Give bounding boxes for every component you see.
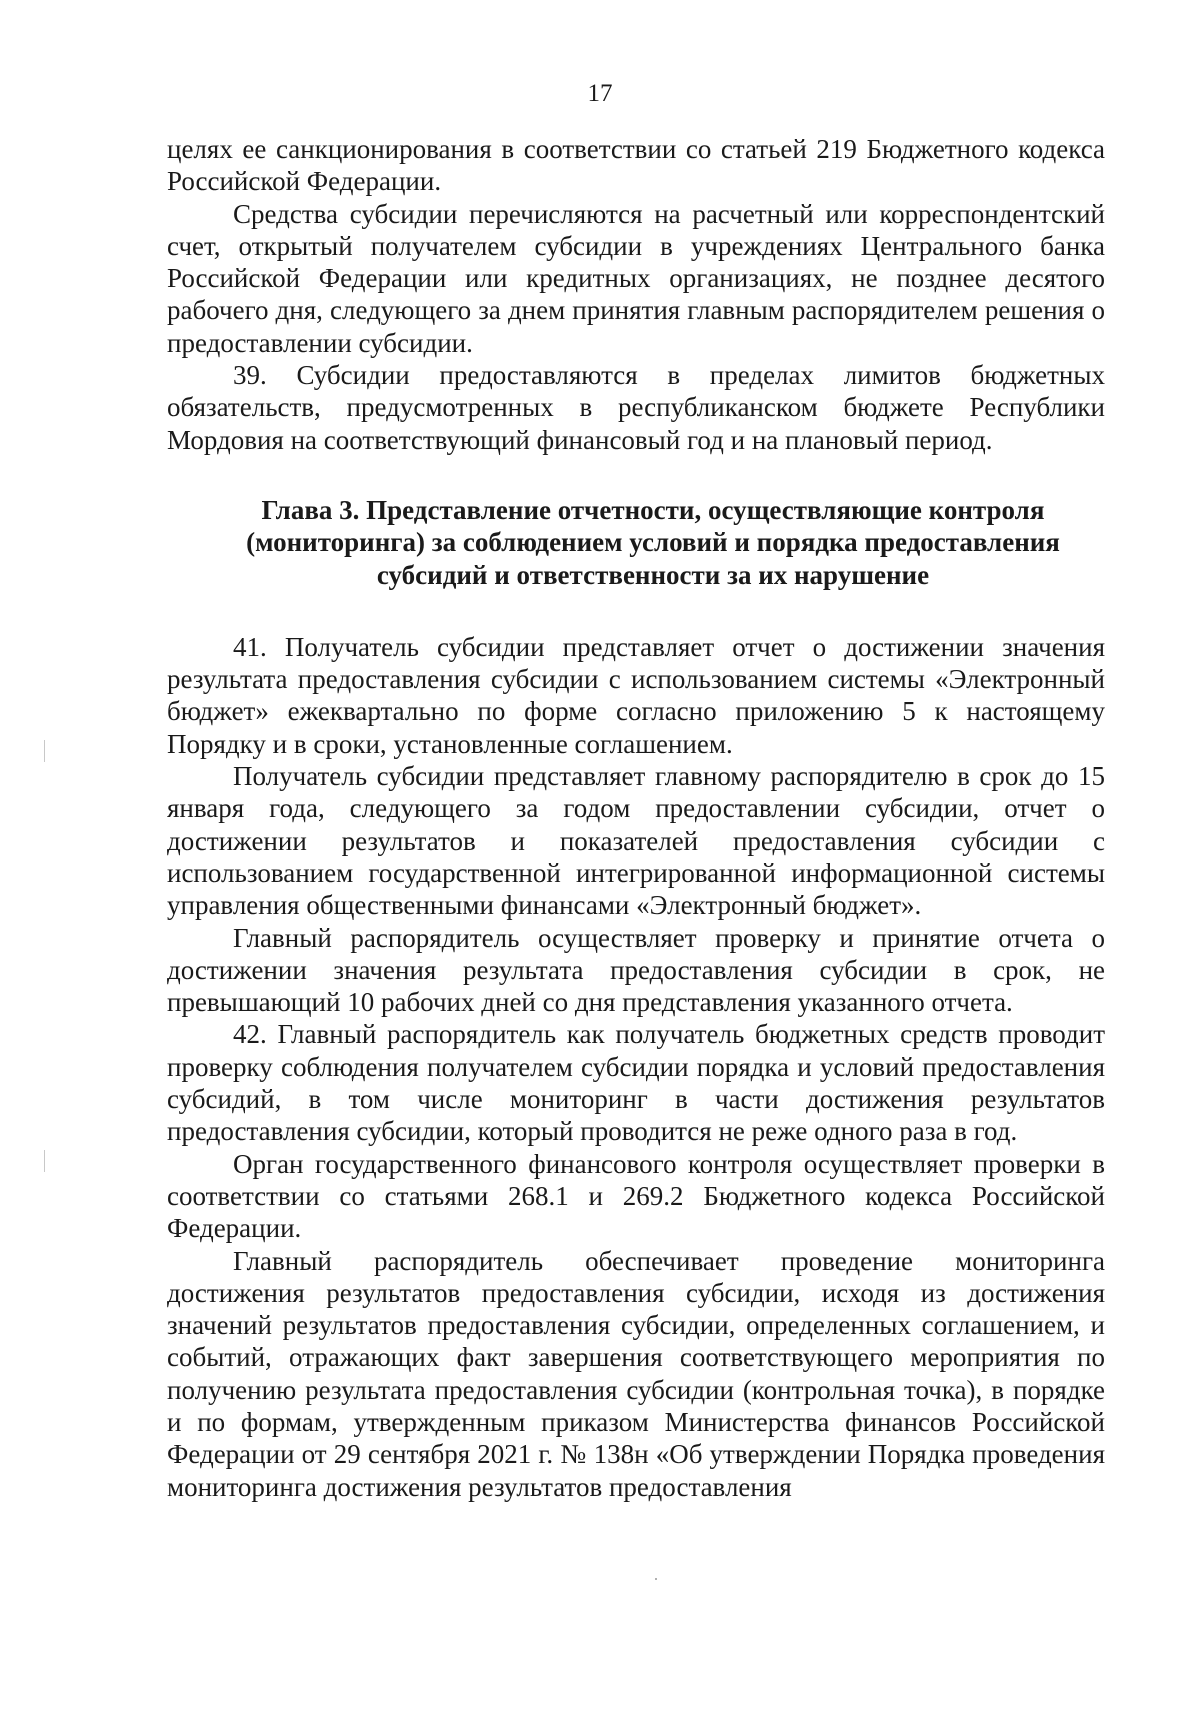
paragraph: Главный распорядитель осуществляет проверку и принятие отчета о достижении значения результата предоставления субсидии в срок, не превышающий 10 рабочих дней со дня представления указанного отчета.	[167, 922, 1105, 1018]
paragraph: Главный распорядитель обеспечивает проведение мониторинга достижения результатов предоставления субсидии, исходя из достижения значений результатов предоставления субсидии, определенных соглашением, и событий, отражающих факт завершения соответствующего мероприятия по получению результата предоставления субсидии (контрольная точка), в порядке и по формам, утвержденным приказом Министерства финансов Российской Федерации от 29 сентября 2021 г. № 138н «Об утверждении Порядка проведения мониторинга достижения результатов предоставления	[167, 1245, 1105, 1502]
scan-margin-mark	[44, 1150, 45, 1172]
paragraph: 41. Получатель субсидии представляет отчет о достижении значения результата предоставления субсидии с использованием системы «Электронный бюджет» ежеквартально по форме согласно приложению 5 к настоящему Порядку и в сроки, установленные соглашением.	[167, 631, 1105, 759]
paragraph: Средства субсидии перечисляются на расчетный или корреспондентский счет, открытый получателем субсидии в учреждениях Центрального банка Российской Федерации или кредитных организациях, не позднее десятого рабочего дня, следующего за днем принятия главным распорядителем решения о предоставлении субсидии.	[167, 198, 1105, 358]
scan-margin-mark	[44, 740, 45, 762]
document-body	[167, 133, 1105, 1503]
paragraph: 39. Субсидии предоставляются в пределах лимитов бюджетных обязательств, предусмотренных в республиканском бюджете Республики Мордовия на соответствующий финансовый год и на плановый период.	[167, 360, 1105, 455]
paragraph: Получатель субсидии представляет главному распорядителю в срок до 15 января года, следующего за годом предоставлении субсидии, отчет о достижении результатов и показателей предоставления субсидии с использованием государственной интегрированной информационной системы управления общественными финансами «Электронный бюджет».	[167, 761, 1105, 921]
scan-speck	[655, 1578, 657, 1580]
paragraph: 42. Главный распорядитель как получатель бюджетных средств проводит проверку соблюдения получателем субсидии порядка и условий предоставления субсидий, в том числе мониторинг в части достижения результатов предоставления субсидии, который проводится не реже одного раза в год.	[167, 1019, 1105, 1147]
paragraph: Орган государственного финансового контроля осуществляет проверки в соответствии со статьями 268.1 и 269.2 Бюджетного кодекса Российской Федерации.	[167, 1148, 1105, 1244]
paragraph: целях ее санкционирования в соответствии со статьей 219 Бюджетного кодекса Российской Федерации.	[167, 134, 1105, 197]
page-number: 17	[587, 80, 613, 107]
chapter-heading: Глава 3. Представление отчетности, осуществляющие контроля (мониторинга) за соблюдением условий и порядка предоставления субсидий и ответственности за их нарушение	[246, 494, 1060, 590]
